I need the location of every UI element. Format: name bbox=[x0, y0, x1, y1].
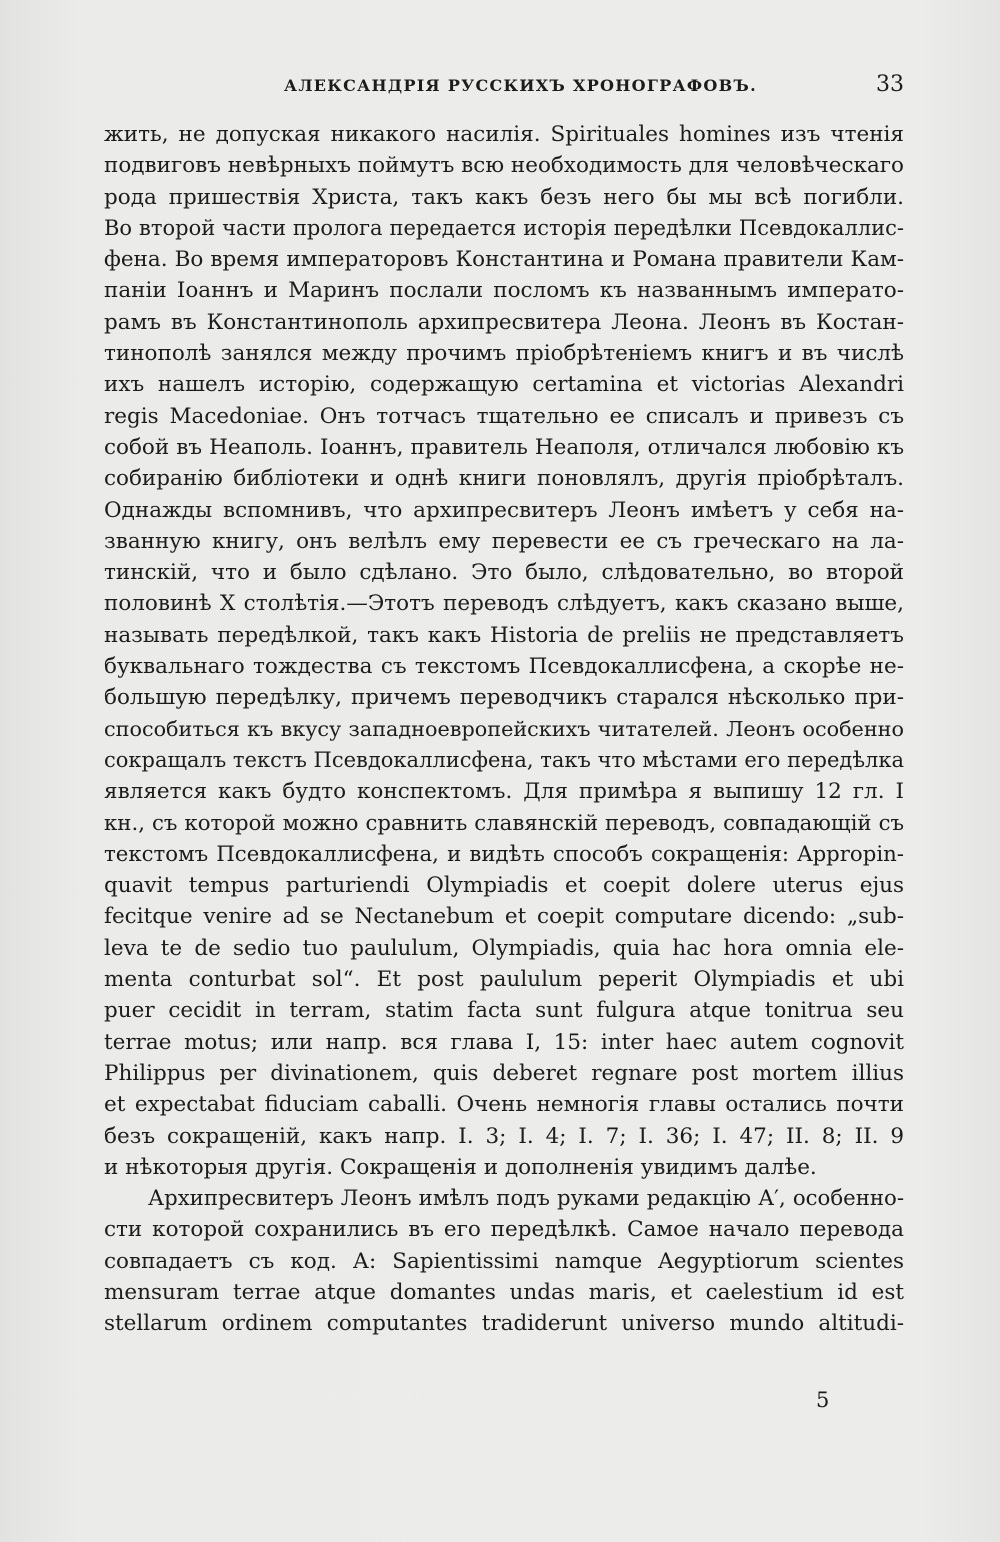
body-text bbox=[104, 119, 904, 1340]
text-line: puer cecidit in terram, statim facta sunt fulgura atque tonitrua seu bbox=[104, 998, 904, 1024]
text-line: кн., съ которой можно сравнить славянскій переводъ, совпадающій съ bbox=[104, 810, 904, 836]
text-line: способиться къ вкусу западноевропейскихъ читателей. Леонъ особенно bbox=[104, 716, 904, 741]
paragraph-end-line: и нѣкоторыя другія. Сокращенія и дополненія увидимъ далѣе. bbox=[104, 1154, 817, 1180]
text-line: паніи Іоаннъ и Маринъ послали посломъ къ названнымъ императо- bbox=[104, 278, 904, 304]
signature-mark: 5 bbox=[816, 1388, 830, 1412]
text-line: буквальнаго тождества съ текстомъ Псевдокаллисфена, а скорѣе не- bbox=[104, 654, 904, 680]
text-line: фена. Во время императоровъ Константина и Романа правители Кам- bbox=[104, 247, 904, 273]
text-line: большую передѣлку, причемъ переводчикъ старался нѣсколько при- bbox=[104, 685, 904, 711]
text-line: рода пришествія Христа, такъ какъ безъ него бы мы всѣ погибли. bbox=[104, 184, 904, 210]
text-line: terrae motus; или напр. вся глава I, 15: inter haec autem cognovit bbox=[104, 1029, 904, 1055]
text-line: жить, не допуская никакого насилія. Spirituales homines изъ чтенія bbox=[104, 122, 904, 147]
text-line: собиранію библіотеки и однѣ книги поновлялъ, другія пріобрѣталъ. bbox=[104, 466, 904, 492]
text-line: ихъ нашелъ исторію, содержащую certamina et victorias Alexandri bbox=[104, 372, 904, 398]
text-line: тинополѣ занялся между прочимъ пріобрѣтеніемъ книгъ и въ числѣ bbox=[104, 341, 904, 367]
running-head bbox=[104, 72, 904, 106]
text-line: stellarum ordinem computantes tradiderunt universo mundo altitudi- bbox=[104, 1311, 904, 1337]
text-line: menta conturbat sol“. Et post paululum peperit Olympiadis et ubi bbox=[104, 967, 904, 993]
text-line: сокращалъ текстъ Псевдокаллисфена, такъ что мѣстами его передѣлка bbox=[104, 747, 904, 772]
text-line: Однажды вспомнивъ, что архипресвитеръ Леонъ имѣетъ у себя на- bbox=[104, 497, 904, 523]
text-line: текстомъ Псевдокаллисфена, и видѣть способъ сокращенія: Appropin- bbox=[104, 841, 904, 867]
text-line: половинѣ X столѣтія.—Этотъ переводъ слѣдуетъ, какъ сказано выше, bbox=[104, 591, 904, 617]
text-line: leva te de sedio tuo paululum, Olympiadis, quia hac hora omnia ele- bbox=[104, 935, 904, 961]
text-line: тинскій, что и было сдѣлано. Это было, слѣдовательно, во второй bbox=[104, 560, 904, 586]
text-line: безъ сокращеній, какъ напр. I. 3; I. 4; I. 7; I. 36; I. 47; II. 8; II. 9 bbox=[104, 1123, 904, 1149]
text-line: является какъ будто конспектомъ. Для примѣра я выпишу 12 гл. I bbox=[104, 779, 904, 805]
text-line: подвиговъ невѣрныхъ поймутъ всю необходимость для человѣческаго bbox=[104, 153, 904, 179]
text-line: называть передѣлкой, такъ какъ Historia de preliis не представляетъ bbox=[104, 622, 904, 648]
paragraph-start-line: Архипресвитеръ Леонъ имѣлъ подъ руками редакцію А′, особенно- bbox=[148, 1186, 904, 1212]
text-line: mensuram terrae atque domantes undas maris, et caelestium id est bbox=[104, 1279, 904, 1305]
text-line: сти которой сохранились въ его передѣлкѣ. Самое начало перевода bbox=[104, 1217, 904, 1243]
text-line: Philippus per divinationem, quis deberet regnare post mortem illius bbox=[104, 1060, 904, 1086]
text-line: Во второй части пролога передается исторія передѣлки Псевдокаллис- bbox=[104, 215, 904, 240]
text-line: рамъ въ Константинополь архипресвитера Леона. Леонъ въ Костан- bbox=[104, 309, 904, 335]
text-line: regis Macedoniae. Онъ тотчасъ тщательно ее списалъ и привезъ съ bbox=[104, 403, 904, 429]
text-line: quavit tempus parturiendi Olympiadis et coepit dolere uterus ejus bbox=[104, 873, 904, 899]
text-line: званную книгу, онъ велѣлъ ему перевести ее съ греческаго на ла- bbox=[104, 528, 904, 554]
text-line: fecitque venire ad se Nectanebum et coepit computare dicendo: „sub- bbox=[104, 904, 904, 930]
text-line: et expectabat fiduciam caballi. Очень немногія главы остались почти bbox=[104, 1092, 904, 1118]
text-line: собой въ Неаполь. Іоаннъ, правитель Неаполя, отличался любовію къ bbox=[104, 434, 904, 460]
page-number: 33 bbox=[876, 72, 904, 97]
running-title: АЛЕКСАНДРІЯ РУССКИХЪ ХРОНОГРАФОВЪ. bbox=[284, 76, 757, 95]
text-line: совпадаетъ съ код. А: Sapientissimi namque Aegyptiorum scientes bbox=[104, 1248, 904, 1274]
